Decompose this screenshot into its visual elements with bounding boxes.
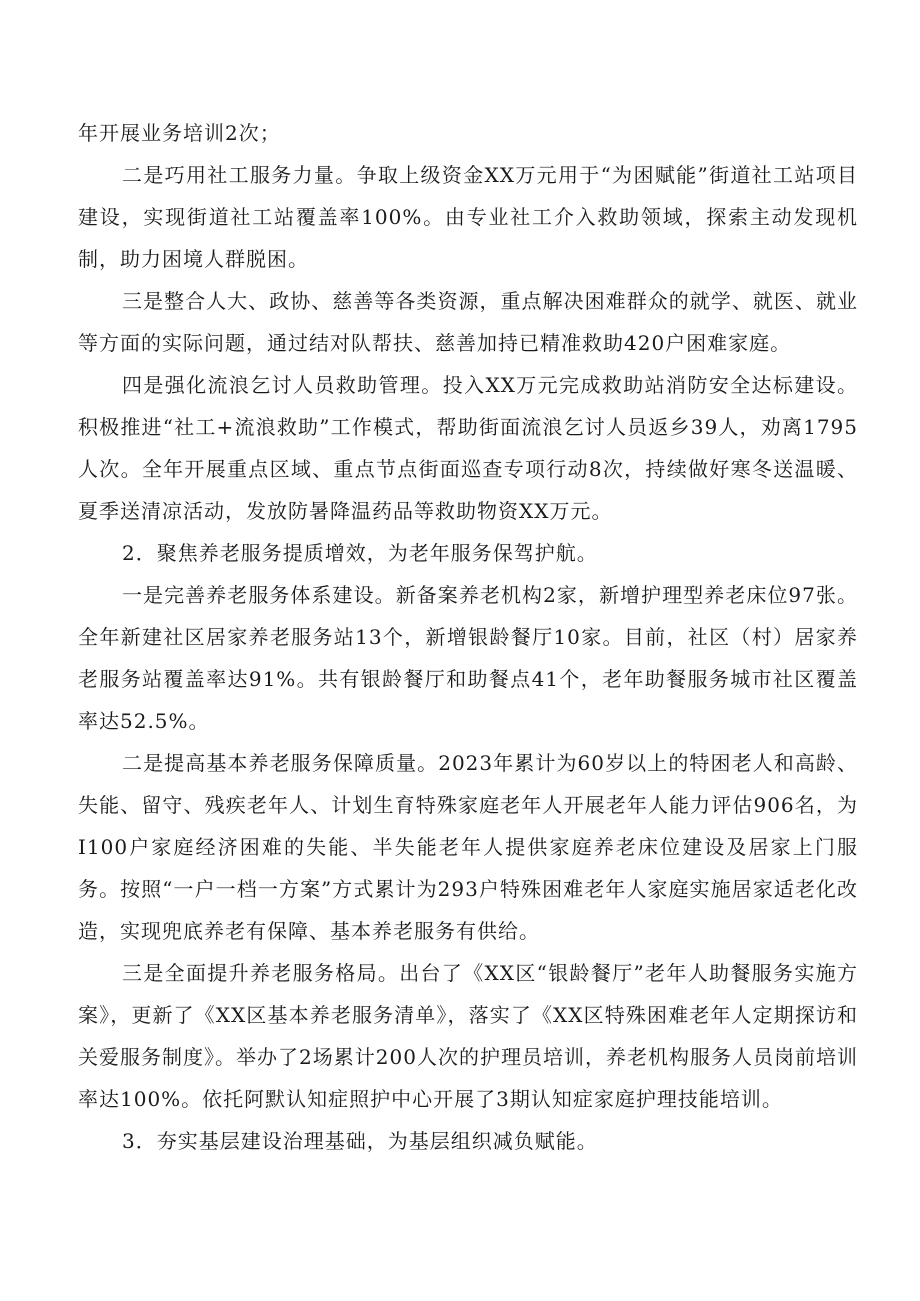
paragraph-elderly-quality: 二是提高基本养老服务保障质量。2023年累计为60岁以上的特困老人和高龄、失能、留守、残疾老年人、计划生育特殊家庭老年人开展老年人能力评估906名，为I100户家庭经济困难的失能、半失能老年人提供家庭养老床位建设及居家上门服务。按照“一户一档一方案”方式累计为293户特殊困难老年人家庭实施居家适老化改造，实现兜底养老有保障、基本养老服务有供给。 [78, 751, 858, 943]
section-heading-2: 2．聚焦养老服务提质增效，为老年服务保驾护航。 [122, 541, 598, 565]
paragraph-elderly-pattern: 三是全面提升养老服务格局。出台了《XX区“银龄餐厅”老年人助餐服务实施方案》，更新了《XX区基本养老服务清单》，落实了《XX区特殊困难老年人定期探访和关爱服务制度》。举办了2场累计200人次的护理员培训，养老机构服务人员岗前培训率达100%。依托阿默认知症照护中心开展了3期认知症家庭护理技能培训。 [78, 961, 858, 1111]
document-page [78, 112, 858, 1162]
paragraph-vagrant-relief: 四是强化流浪乞讨人员救助管理。投入XX万元完成救助站消防安全达标建设。积极推进“社工+流浪救助”工作模式，帮助街面流浪乞讨人员返乡39人，劝离1795人次。全年开展重点区域、重点节点街面巡查专项行动8次，持续做好寒冬送温暖、夏季送清凉活动，发放防暑降温药品等救助物资XX万元。 [78, 373, 858, 523]
section-heading-3: 3．夯实基层建设治理基础，为基层组织减负赋能。 [122, 1129, 598, 1153]
paragraph-social-work: 二是巧用社工服务力量。争取上级资金XX万元用于“为困赋能”街道社工站项目建设，实现街道社工站覆盖率100%。由专业社工介入救助领域，探索主动发现机制，助力困境人群脱困。 [78, 163, 858, 271]
paragraph-resources: 三是整合人大、政协、慈善等各类资源，重点解决困难群众的就学、就医、就业等方面的实际问题，通过结对队帮扶、慈善加持已精准救助420户困难家庭。 [78, 289, 858, 355]
paragraph-continuation: 年开展业务培训2次； [78, 121, 281, 145]
paragraph-elderly-system: 一是完善养老服务体系建设。新备案养老机构2家，新增护理型养老床位97张。全年新建社区居家养老服务站13个，新增银龄餐厅10家。目前，社区（村）居家养老服务站覆盖率达91%。共有银龄餐厅和助餐点41个，老年助餐服务城市社区覆盖率达52.5%。 [78, 583, 858, 733]
